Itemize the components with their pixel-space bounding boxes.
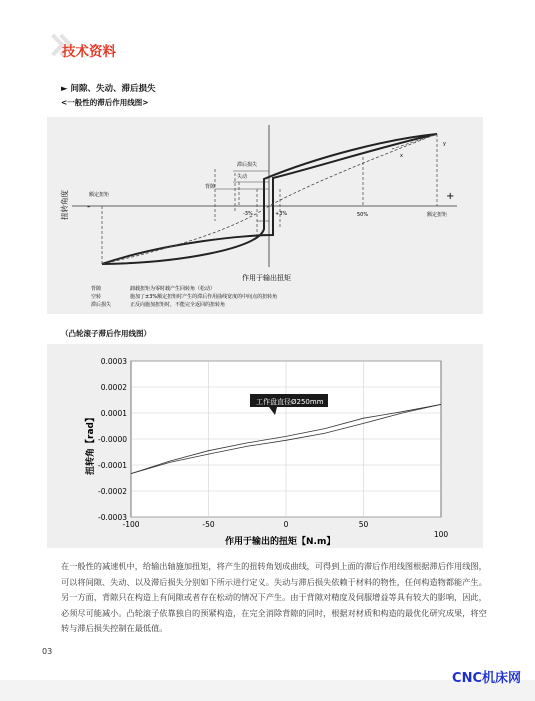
diagram-y-label: 扭转角度 [60, 190, 69, 220]
x-tick-label: 0 [283, 520, 289, 529]
backlash-label: 背隙 [205, 184, 216, 190]
y-tick-label: -0.0001 [98, 461, 127, 470]
legend-desc: 正反向施加扭矩时，不能完全返回的扭转角 [130, 302, 226, 308]
y-tick-label: 0.0002 [100, 383, 127, 392]
hysteresis-label: 滞后损失 [237, 162, 258, 168]
legend-term: 背隙 [91, 286, 102, 292]
x-tick-label: 50 [358, 520, 369, 529]
lost-motion-label: 失动 [237, 174, 248, 180]
hysteresis-diagram [47, 117, 483, 314]
legend-term: 滞后损失 [91, 302, 112, 308]
tick-pos3: +3% [275, 211, 288, 217]
plus-sign: + [446, 191, 455, 202]
body-paragraph: 在一般性的减速机中，给输出轴施加扭矩，将产生的扭转角划成曲线，可得到上面的滞后作用线图根据滞后作用线图，可以将间隙、失动、以及滞后损失分别如下所示进行定义。失动与滞后损失依赖于材料的物性，任何构造物都能产生。另一方面，背隙只在构造上有间隙或者存在松动的情况下产生。由于背隙对精度及伺服增益等具有较大的影响，因此，必须尽可能减小。凸轮滚子依靠独自的预紧构造，在完全消除背隙的同时，根据对材质和构造的最优化研究成果，将空转与滞后损失控制在最低值。 [61, 561, 487, 633]
rated-torque-left-label: 额定扭矩 [89, 192, 110, 198]
x-tick-label: -50 [202, 520, 215, 529]
minus-sign: - [87, 202, 91, 212]
legend-desc: 卸载扭矩为零时载产生回转角（松动） [130, 286, 216, 292]
y-tick-label: -0.0003 [98, 513, 127, 522]
tick-neg3: -3% [243, 211, 253, 217]
hysteresis-diagram-panel [47, 117, 483, 314]
brand-logo: CNC机床网 [452, 671, 521, 686]
y-tick-label: 0.0003 [100, 357, 127, 366]
chart-y-label: 扭转角【rad】 [86, 413, 96, 475]
legend-term: 空转 [91, 294, 102, 300]
x-mark: x [400, 153, 403, 159]
page-number: 03 [42, 647, 53, 656]
tick-50: 50% [357, 212, 369, 218]
section-subtitle: <一般性的滞后作用线图> [61, 98, 149, 107]
page-title: 技术资料 [62, 44, 116, 60]
x-tick-label: -100 [122, 520, 140, 529]
chart-subtitle: （凸轮滚子滞后作用线图） [61, 329, 151, 338]
y-mark: y [443, 141, 446, 147]
chart-annotation: 工作盘直径Ø250mm [256, 398, 324, 406]
cam-roller-chart-panel [47, 344, 483, 548]
rated-torque-right-label: 额定扭矩 [427, 212, 448, 218]
diagram-x-label: 作用于输出扭矩 [242, 274, 291, 282]
x-tick-label: 100 [433, 530, 449, 539]
legend-desc: 施加了±3%额定扭矩时产生的滞后作用曲线宽度的中间点的扭转角 [130, 294, 278, 300]
y-tick-label: -0.0002 [98, 487, 127, 496]
y-tick-label: -0.0000 [98, 435, 127, 444]
section-title: ► 间隙、失动、滞后损失 [61, 84, 156, 94]
y-tick-label: 0.0001 [100, 409, 127, 418]
cam-roller-chart [47, 344, 483, 548]
chart-x-label: 作用于输出的扭矩【N.m】 [225, 537, 336, 547]
